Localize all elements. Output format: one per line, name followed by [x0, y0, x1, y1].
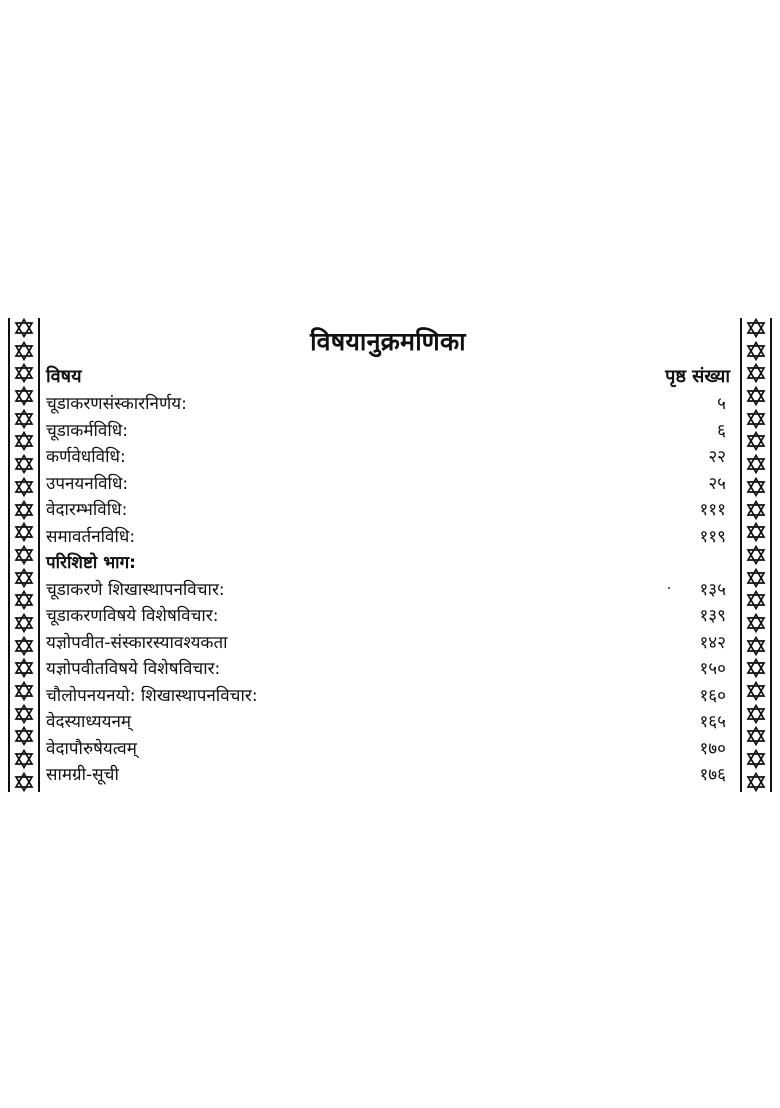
list-item: [42, 656, 734, 683]
star-of-david-icon: [746, 431, 766, 451]
entry-topic: सामग्री-सूची: [46, 765, 119, 785]
star-of-david-icon: [746, 772, 766, 792]
star-of-david-icon: [14, 363, 34, 383]
star-of-david-icon: [14, 545, 34, 565]
star-of-david-icon: [746, 522, 766, 542]
star-of-david-icon: [14, 772, 34, 792]
star-of-david-icon: [746, 409, 766, 429]
entry-topic: उपनयनविधि:: [46, 473, 129, 494]
star-of-david-icon: [14, 658, 34, 678]
star-of-david-icon: [746, 545, 766, 565]
star-of-david-icon: [746, 477, 766, 497]
topic-column-header: विषय: [46, 366, 82, 387]
star-of-david-icon: [746, 500, 766, 520]
star-of-david-icon: [14, 749, 34, 769]
star-of-david-icon: [746, 386, 766, 406]
list-item: [42, 418, 734, 445]
list-item: [42, 471, 734, 498]
star-of-david-icon: [746, 363, 766, 383]
star-of-david-icon: [746, 726, 766, 746]
list-item: [42, 603, 734, 630]
star-of-david-icon: [14, 500, 34, 520]
entry-topic: कर्णवेधविधि:: [46, 447, 126, 467]
star-of-david-icon: [14, 341, 34, 361]
stray-dot: [668, 587, 670, 589]
border-rule: [38, 318, 40, 792]
entry-topic: चूडाकरणसंस्कारनिर्णय:: [46, 394, 187, 414]
star-of-david-icon: [14, 409, 34, 429]
star-of-david-icon: [746, 454, 766, 474]
list-item: [42, 391, 734, 418]
entry-page-number: १७०: [699, 738, 726, 759]
entry-topic: समावर्तनविधि:: [46, 526, 136, 547]
star-of-david-icon: [14, 568, 34, 588]
column-header-row: [42, 364, 734, 390]
star-column: [10, 318, 38, 792]
entry-page-number: ११९: [699, 526, 726, 547]
star-of-david-icon: [14, 522, 34, 542]
entry-topic: वेदस्याध्ययनम्: [46, 712, 132, 732]
entry-topic: चौलोपनयनयो: शिखास्थापनविचार:: [46, 685, 258, 706]
entry-page-number: २५: [708, 473, 726, 494]
section-heading: [42, 550, 734, 577]
entry-topic: यज्ञोपवीतविषये विशेषविचार:: [46, 659, 221, 679]
entry-topic: वेदारम्भविधि:: [46, 500, 128, 520]
star-column: [742, 318, 770, 792]
entry-page-number: ६: [717, 420, 726, 441]
star-of-david-icon: [14, 726, 34, 746]
star-of-david-icon: [14, 704, 34, 724]
entry-page-number: १७६: [699, 765, 726, 785]
list-item: [42, 762, 734, 789]
list-item: [42, 683, 734, 710]
list-item: [42, 497, 734, 524]
entry-page-number: १५०: [699, 659, 726, 679]
entry-page-number: १३९: [699, 606, 726, 626]
left-star-border: [6, 318, 42, 792]
page-title: विषयानुक्रमणिका: [310, 327, 466, 356]
entry-page-number: ५: [717, 394, 726, 414]
star-of-david-icon: [746, 704, 766, 724]
star-of-david-icon: [14, 613, 34, 633]
list-item: [42, 709, 734, 736]
star-of-david-icon: [746, 636, 766, 656]
star-of-david-icon: [746, 341, 766, 361]
star-of-david-icon: [746, 318, 766, 338]
list-item: [42, 630, 734, 657]
star-of-david-icon: [746, 681, 766, 701]
star-of-david-icon: [746, 590, 766, 610]
entry-topic: चूडाकरणे शिखास्थापनविचार:: [46, 579, 225, 600]
list-item: [42, 524, 734, 551]
entry-page-number: १६५: [699, 712, 726, 732]
star-of-david-icon: [14, 454, 34, 474]
entry-page-number: १६०: [699, 685, 726, 706]
entries-list: [42, 391, 734, 789]
star-of-david-icon: [14, 477, 34, 497]
star-of-david-icon: [746, 613, 766, 633]
star-of-david-icon: [14, 318, 34, 338]
list-item: [42, 577, 734, 604]
section-title: परिशिष्टो भाग:: [46, 553, 136, 573]
entry-page-number: २२: [708, 447, 726, 467]
border-rule: [770, 318, 772, 792]
entry-page-number: १११: [699, 500, 726, 520]
star-of-david-icon: [14, 431, 34, 451]
star-of-david-icon: [746, 568, 766, 588]
entry-topic: वेदापौरुषेयत्वम्: [46, 738, 137, 759]
table-of-contents: [42, 318, 734, 792]
entry-page-number: १३५: [699, 579, 726, 600]
star-of-david-icon: [14, 386, 34, 406]
star-of-david-icon: [14, 636, 34, 656]
star-of-david-icon: [14, 681, 34, 701]
entry-page-number: १४२: [699, 632, 726, 653]
list-item: [42, 444, 734, 471]
list-item: [42, 736, 734, 763]
star-of-david-icon: [14, 590, 34, 610]
right-star-border: [738, 318, 774, 792]
entry-topic: चूडाकरणविषये विशेषविचार:: [46, 606, 219, 626]
page-column-header: पृष्ठ संख्या: [665, 366, 730, 387]
entry-topic: यज्ञोपवीत-संस्कारस्यावश्यकता: [46, 632, 228, 653]
entry-topic: चूडाकर्मविधि:: [46, 420, 128, 441]
star-of-david-icon: [746, 749, 766, 769]
star-of-david-icon: [746, 658, 766, 678]
